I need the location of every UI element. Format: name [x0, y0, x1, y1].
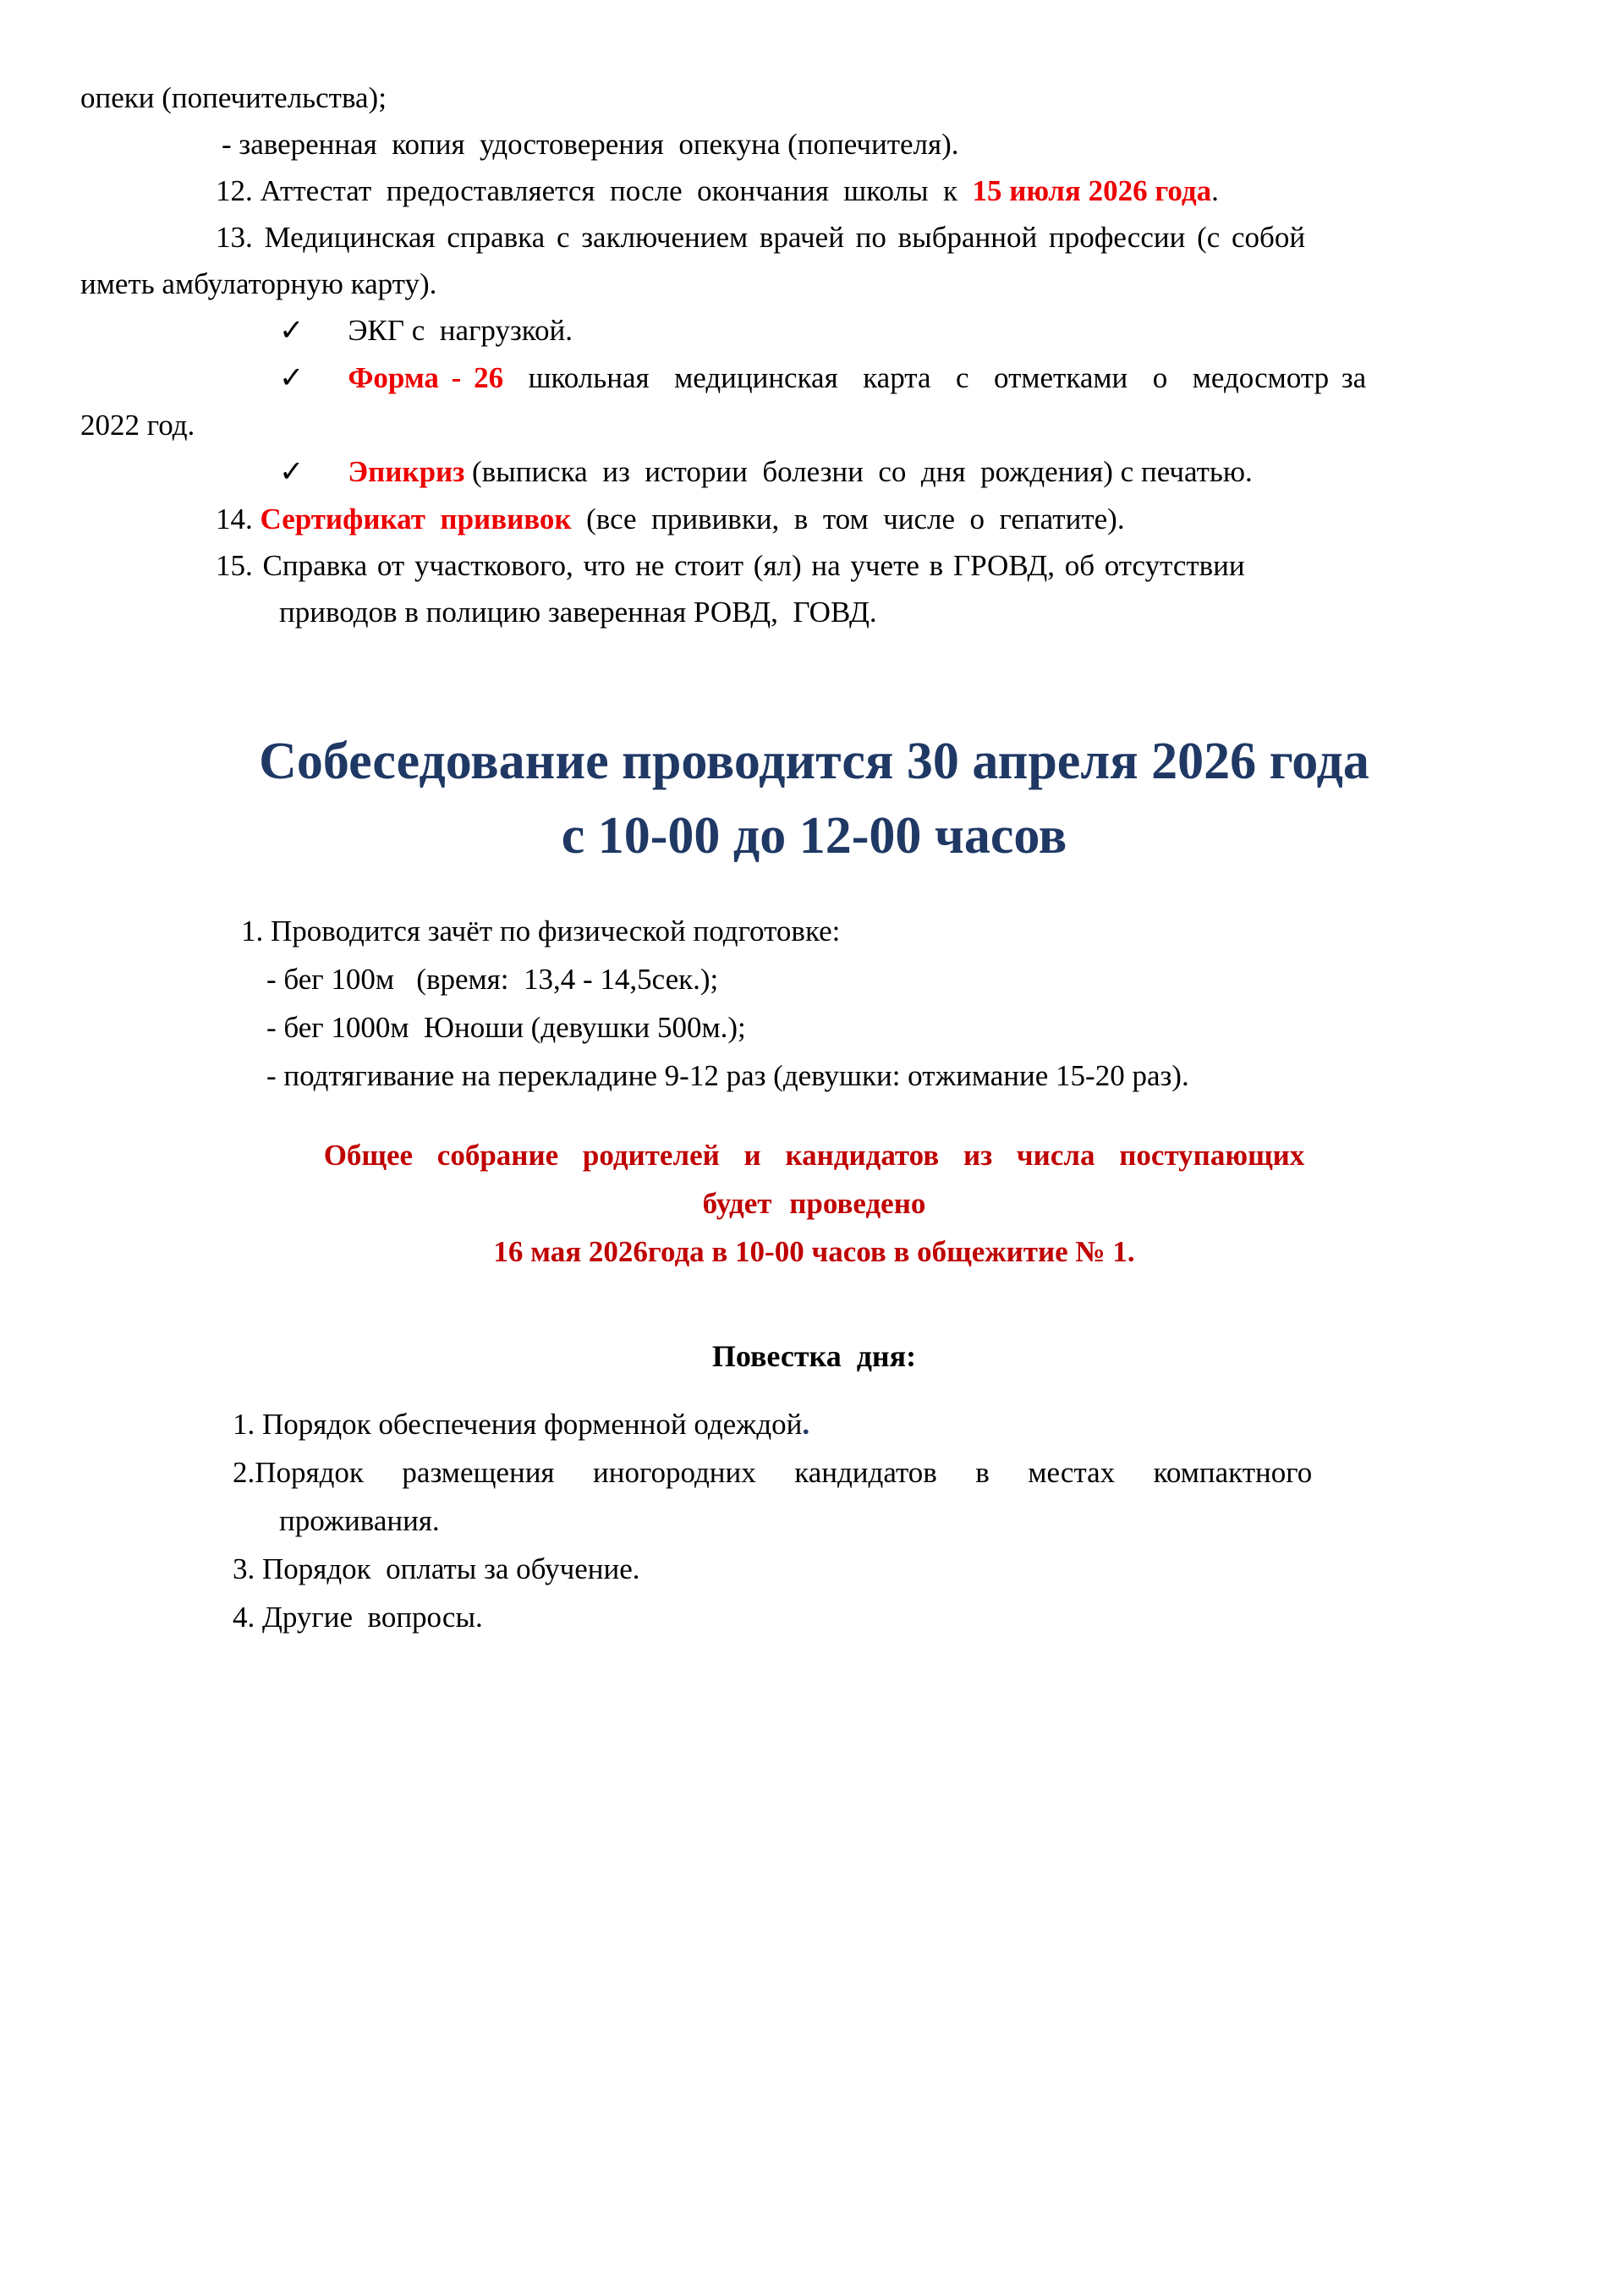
agenda-title: Повестка дня: [711, 1339, 917, 1373]
meeting-notice-line2: будет проведено [702, 1187, 926, 1220]
guardian-copy-line: - заверенная копия удостоверения опекуна (попечителя). [222, 128, 959, 161]
fitness-title: 1. Проводится зачёт по физической подготовке: [241, 915, 841, 948]
agenda-list [80, 1400, 1548, 1641]
forma26-label: Форма - 26 [348, 361, 504, 394]
requirement-item-13-line2: иметь амбулаторную карту). [80, 267, 437, 300]
requirement-item-14 [216, 496, 1548, 542]
requirements-carryover-line: опеки (попечительства); [80, 81, 387, 114]
forma26-text: школьная медицинская карта с отметками о медосмотр за [503, 361, 1367, 394]
agenda-item-1-text: 1. Порядок обеспечения форменной одеждой [233, 1408, 803, 1441]
checklist-ekg [279, 307, 1548, 354]
fitness-pullups: - подтягивание на перекладине 9-12 раз (девушки: отжимание 15-20 раз). [266, 1059, 1189, 1092]
interview-heading-line2: с 10-00 до 12-00 часов [561, 807, 1067, 865]
requirements-list [80, 74, 1548, 635]
item14-certificate-label: Сертификат прививок [260, 503, 572, 536]
item14-text: (все прививки, в том числе о гепатите). [571, 503, 1125, 536]
epikriz-text: (выписка из истории болезни со дня рождения) с печатью. [464, 455, 1253, 488]
checklist-forma26-line1 [279, 354, 1548, 402]
agenda-item-2-line2: проживания. [279, 1504, 440, 1537]
epikriz-label: Эпикриз [348, 455, 465, 488]
interview-heading [80, 724, 1548, 873]
ekg-text: ЭКГ с нагрузкой. [348, 314, 573, 347]
fitness-run-100m: - бег 100м (время: 13,4 - 14,5сек.); [266, 963, 719, 996]
item14-number: 14. [216, 503, 261, 536]
checklist-epikriz [279, 448, 1548, 496]
agenda-item-1 [233, 1400, 1548, 1448]
checkmark-icon: ✓ [279, 455, 304, 489]
item12-period: . [1211, 174, 1219, 207]
requirement-item-12 [216, 168, 1548, 214]
checklist-forma26-line2: 2022 год. [80, 409, 195, 442]
requirement-item-13-line1: 13. Медицинская справка с заключением врачей по выбранной профессии (с собой [216, 221, 1306, 254]
item12-deadline-date: 15 июля 2026 года [972, 174, 1212, 207]
parents-meeting-notice [80, 1131, 1548, 1276]
agenda-item-2-line1: 2.Порядок размещения иногородних кандидатов в местах компактного [233, 1456, 1313, 1489]
agenda-item-4: 4. Другие вопросы. [233, 1601, 483, 1634]
meeting-notice-line1: Общее собрание родителей и кандидатов из числа поступающих [323, 1139, 1305, 1172]
item12-text: 12. Аттестат предоставляется после окончания школы к [216, 174, 973, 207]
agenda-item-1-period: . [802, 1408, 810, 1441]
meeting-notice-line3: 16 мая 2026года в 10-00 часов в общежитие № 1. [493, 1235, 1135, 1268]
requirement-item-15-line2: приводов в полицию заверенная РОВД, ГОВД. [279, 596, 877, 629]
agenda-item-3: 3. Порядок оплаты за обучение. [233, 1552, 640, 1585]
fitness-run-1000m: - бег 1000м Юноши (девушки 500м.); [266, 1011, 746, 1044]
checkmark-icon: ✓ [279, 314, 304, 348]
requirement-item-15-line1: 15. Справка от участкового, что не стоит (ял) на учете в ГРОВД, об отсутствии [216, 549, 1245, 582]
interview-heading-line1: Собеседование проводится 30 апреля 2026 года [259, 733, 1369, 790]
fitness-test-section [80, 907, 1548, 1100]
checkmark-icon: ✓ [279, 361, 304, 395]
